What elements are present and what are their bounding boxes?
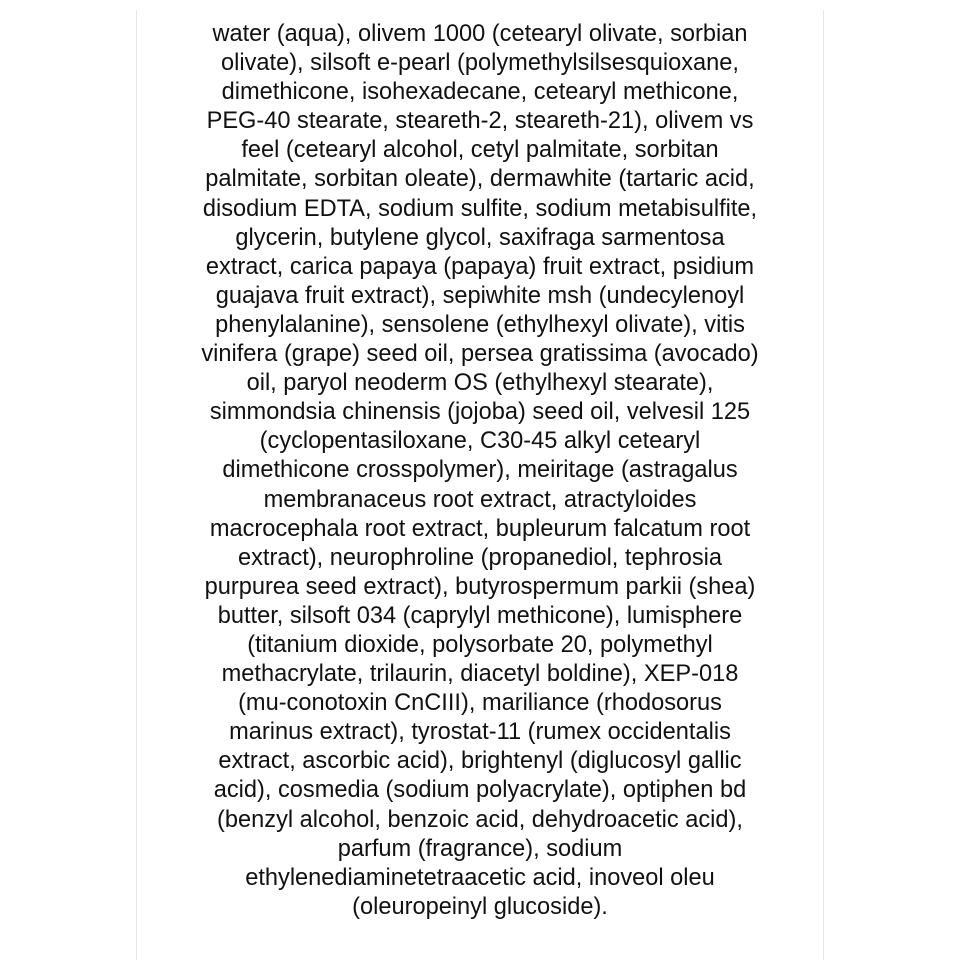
ingredient-line: parfum (fragrance), sodium	[337, 835, 623, 862]
ingredient-line: ethylenediaminetetraacetic acid, inoveol oleu	[245, 864, 715, 891]
ingredient-line: acid), cosmedia (sodium polyacrylate), optiphen bd	[213, 777, 747, 804]
ingredient-line: extract, carica papaya (papaya) fruit extract, psidium	[205, 253, 755, 280]
ingredient-line: phenylalanine), sensolene (ethylhexyl olivate), vitis	[215, 311, 745, 338]
ingredient-line: (mu-conotoxin CnCIII), mariliance (rhodosorus	[238, 690, 722, 717]
ingredient-line: methacrylate, trilaurin, diacetyl boldine), XEP-018	[221, 661, 739, 688]
ingredient-line: membranaceus root extract, atractyloides	[263, 486, 697, 513]
ingredient-line: vinifera (grape) seed oil, persea gratissima (avocado)	[201, 341, 759, 368]
page-border-right	[823, 10, 824, 960]
page-border-left	[136, 10, 137, 960]
ingredient-line: marinus extract), tyrostat-11 (rumex occidentalis	[229, 719, 731, 746]
ingredient-line: oil, paryol neoderm OS (ethylhexyl stearate),	[246, 370, 714, 397]
ingredient-line: disodium EDTA, sodium sulfite, sodium metabisulfite,	[202, 195, 758, 222]
ingredient-line: simmondsia chinensis (jojoba) seed oil, velvesil 125	[209, 399, 751, 426]
ingredient-line: extract, ascorbic acid), brightenyl (diglucosyl gallic	[218, 748, 742, 775]
ingredient-line: (benzyl alcohol, benzoic acid, dehydroacetic acid),	[217, 806, 743, 833]
ingredient-line: feel (cetearyl alcohol, cetyl palmitate, sorbitan	[241, 137, 719, 164]
ingredient-line: (oleuropeinyl glucoside).	[352, 893, 608, 920]
ingredient-line: glycerin, butylene glycol, saxifraga sarmentosa	[235, 224, 725, 251]
ingredient-list-text	[150, 20, 810, 922]
ingredient-line: macrocephala root extract, bupleurum falcatum root	[209, 515, 751, 542]
ingredient-line: palmitate, sorbitan oleate), dermawhite (tartaric acid,	[205, 166, 755, 193]
ingredient-line: butter, silsoft 034 (caprylyl methicone), lumisphere	[217, 602, 743, 629]
ingredient-line: (titanium dioxide, polysorbate 20, polymethyl	[247, 631, 713, 658]
ingredient-line: guajava fruit extract), sepiwhite msh (undecylenoyl	[215, 282, 745, 309]
ingredient-line: purpurea seed extract), butyrospermum parkii (shea)	[204, 573, 756, 600]
ingredient-line: extract), neurophroline (propanediol, tephrosia	[238, 544, 722, 571]
ingredient-line: olivate), silsoft e-pearl (polymethylsilsesquioxane,	[221, 50, 739, 77]
ingredient-line: dimethicone crosspolymer), meiritage (astragalus	[222, 457, 738, 484]
ingredient-line: PEG-40 stearate, steareth-2, steareth-21), olivem vs	[206, 108, 754, 135]
ingredient-line: (cyclopentasiloxane, C30-45 alkyl cetearyl	[259, 428, 701, 455]
ingredient-line: dimethicone, isohexadecane, cetearyl methicone,	[221, 79, 739, 106]
ingredient-line: water (aqua), olivem 1000 (cetearyl olivate, sorbian	[212, 21, 748, 47]
